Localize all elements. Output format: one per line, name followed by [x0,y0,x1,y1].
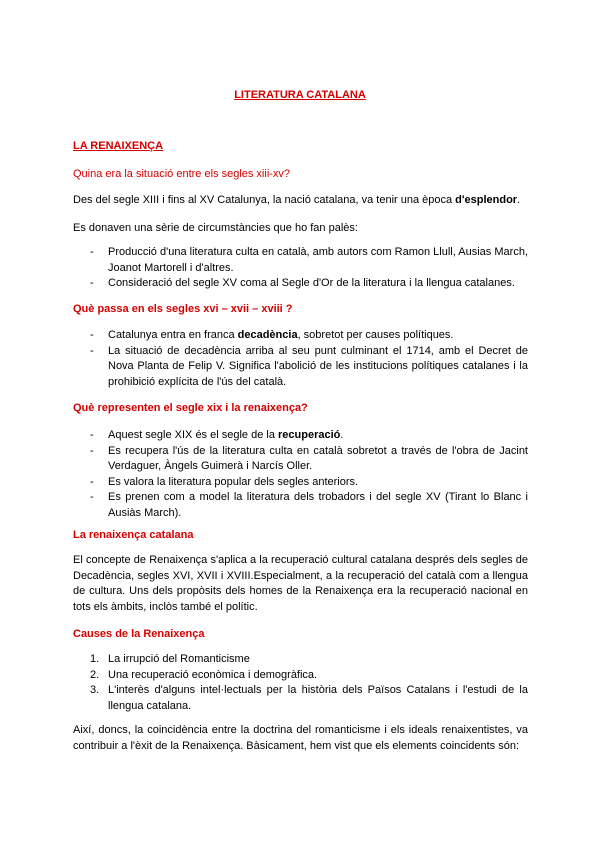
list-item: - Es valora la literatura popular dels segles anteriors. [73,475,528,491]
paragraph-esplendor-end: . [517,194,521,206]
list-item: - Es prenen com a model la literatura dels trobadors i del segle XV (Tirant lo Blanc i Ausiàs March). [73,490,528,521]
list-item [73,328,528,344]
document-title: LITERATURA CATALANA [234,89,366,101]
heading-segle-xix: Què representen el segle xix i la renaixença? [73,402,308,414]
heading-segles-xvi-xviii: Què passa en els segles xvi – xvii – xviii ? [73,303,293,315]
list-item: - Consideració del segle XV coma al Segle d'Or de la literatura i la llengua catalanes. [73,276,528,292]
list-item-text: La irrupció del Romanticisme [108,653,250,665]
list-item [73,652,528,668]
paragraph-circumstancies: Es donaven una sèrie de circumstàncies que ho fan palès: [73,222,358,234]
list-item [73,668,528,684]
list-item-bold: recuperació [278,429,341,441]
list-item-text-end: , sobretot per causes polítiques. [297,329,454,341]
heading-renaixenca: LA RENAIXENÇA [73,140,164,152]
list-recuperacio [73,428,528,521]
list-causes [73,652,528,714]
list-item-text-end: . [340,429,344,441]
list-item: - La situació de decadència arriba al seu punt culminant el 1714, amb el Decret de Nova Planta de Felip V. Significa l'abolició de les institucions polítiques catalanes i la prohibició explícita de l'ús del català. [73,344,528,391]
list-circumstancies [73,245,528,292]
question-segles-xiii-xv: Quina era la situació entre els segles xiii-xv? [73,168,291,180]
list-item-text: L'interès d'alguns intel·lectuals per la història dels Països Catalans i l'estudi de la llengua catalana. [108,684,528,712]
list-item-number: 1. [90,653,100,665]
list-item-number: 3. [90,684,100,696]
list-item: - Es recupera l'ús de la literatura culta en català sobretot a través de l'obra de Jacint Verdaguer, Àngels Guimerà i Narcís Oller. [73,444,528,475]
paragraph-conclusio: Així, doncs, la coincidència entre la doctrina del romanticisme i els ideals renaixentistes, va contribuir a l'èxit de la Renaixença. Bàsicament, hem vist que els elements coincidents són: [73,724,528,752]
list-item [73,683,528,714]
list-item [73,428,528,444]
list-item-text: Catalunya entra en franca [108,329,238,341]
list-item-bold: decadència [237,329,298,341]
list-item-text: Aquest segle XIX és el segle de la [108,429,278,441]
heading-causes: Causes de la Renaixença [73,628,205,640]
paragraph-esplendor-bold: d'esplendor [455,194,518,206]
paragraph-esplendor-text: Des del segle XIII i fins al XV Catalunya, la nació catalana, va tenir una època [73,194,456,206]
paragraph-esplendor [73,193,528,209]
paragraph-concepte-renaixenca: El concepte de Renaixença s'aplica a la recuperació cultural catalana després dels segles de Decadència, segles XVI, XVII i XVIII.Especialment, a la recuperació del català com a llengua de cultura. Uns dels propòsits dels homes de la Renaixença era la recuperació nacional en tots els àmbits, inclòs també el polític. [73,554,528,613]
list-item-text: Una recuperació econòmica i demogràfica. [108,668,318,681]
list-item: - Producció d'una literatura culta en català, amb autors com Ramon Llull, Ausias March, Joanot Martorell i d'altres. [73,245,528,276]
heading-renaixenca-catalana: La renaixença catalana [73,529,194,541]
list-item-number: 2. [90,668,100,681]
list-decadencia [73,328,528,390]
